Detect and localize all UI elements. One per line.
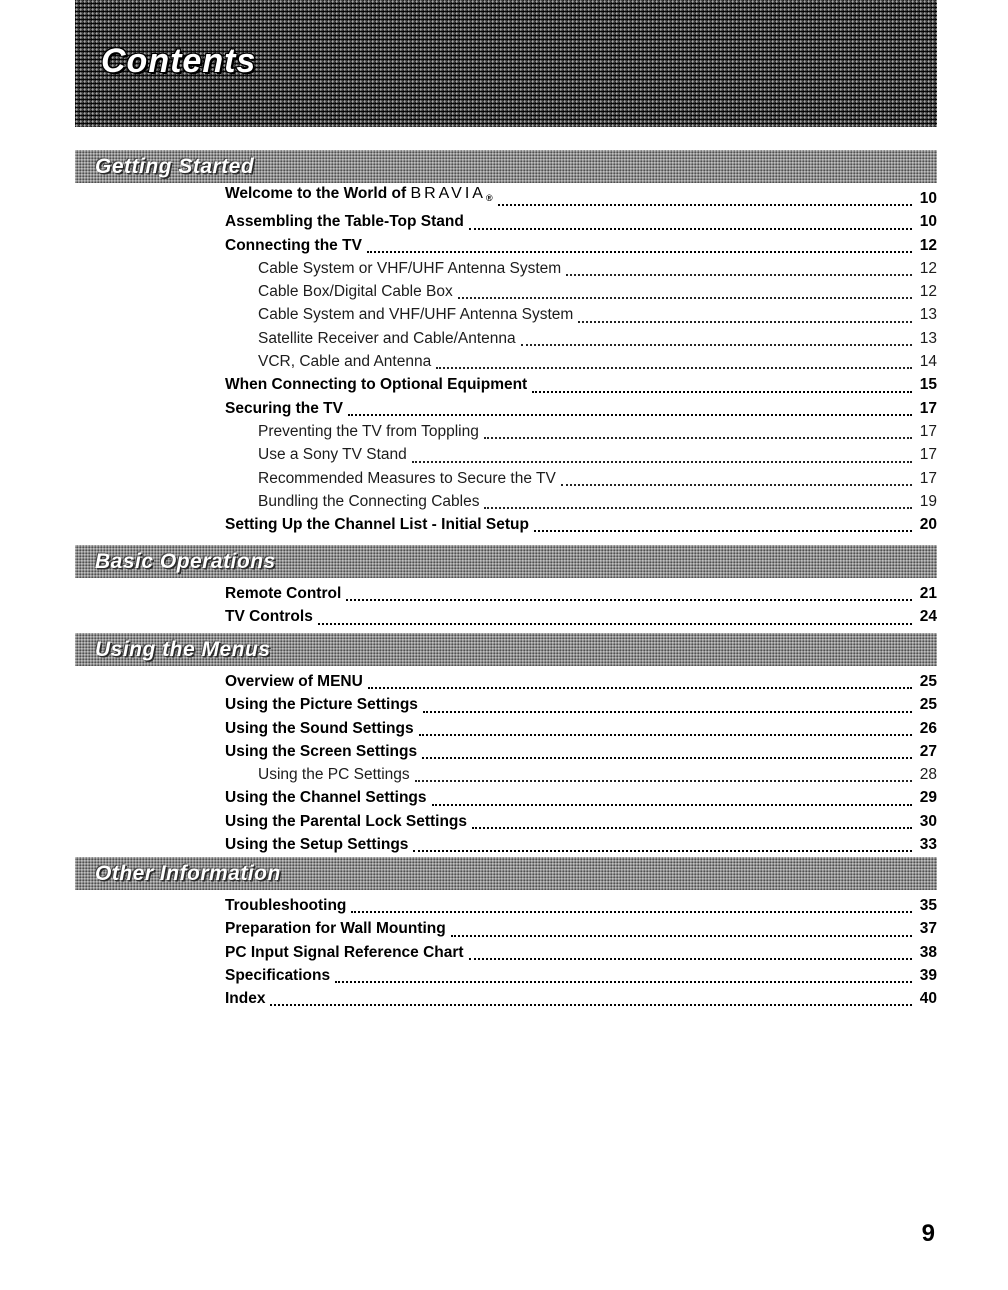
toc-entry-label: Connecting the TV <box>225 236 362 254</box>
toc-entry-label: Using the Setup Settings <box>225 836 409 854</box>
toc-entry-label: Index <box>225 990 266 1008</box>
toc-entry-page-number: 38 <box>919 943 937 961</box>
toc-entry-page-number: 39 <box>919 966 937 984</box>
toc-entry-label: Preparation for Wall Mounting <box>225 920 446 938</box>
toc-entry-label: Assembling the Table-Top Stand <box>225 213 464 231</box>
toc-entry-label: TV Controls <box>225 608 313 626</box>
section-entries <box>75 894 937 1010</box>
section-title: Other Information <box>95 861 281 885</box>
dotted-leader <box>335 981 912 983</box>
dotted-leader <box>498 204 912 206</box>
toc-section <box>75 857 937 1010</box>
toc-section <box>75 150 937 536</box>
toc-entry-label: Use a Sony TV Stand <box>258 446 407 464</box>
toc-entry-page-number: 17 <box>919 446 937 464</box>
toc-entry-page-number: 17 <box>919 469 937 487</box>
toc-entry-page-number: 28 <box>919 766 937 784</box>
toc-entry-label: Remote Control <box>225 585 342 602</box>
toc-entry-page-number: 17 <box>919 422 937 440</box>
toc-entry-label: Using the Screen Settings <box>225 742 418 760</box>
dotted-leader <box>534 530 912 532</box>
contents-banner <box>75 0 937 127</box>
toc-entry-page-number: 26 <box>919 719 937 737</box>
toc-entry-label: Cable System or VHF/UHF Antenna System <box>258 259 562 277</box>
section-header-bar <box>75 633 937 666</box>
toc-section <box>75 633 937 856</box>
toc-entry-page-number: 30 <box>919 812 937 830</box>
toc-entry-label: Overview of MENU <box>225 673 363 690</box>
dotted-leader <box>521 344 912 346</box>
dotted-leader <box>419 734 912 736</box>
toc-entry-label: Specifications <box>225 966 331 984</box>
dotted-leader <box>458 297 912 299</box>
dotted-leader <box>484 507 912 509</box>
section-header-bar <box>75 545 937 578</box>
dotted-leader <box>368 687 912 689</box>
toc-entry-page-number: 40 <box>919 990 937 1008</box>
dotted-leader <box>469 958 912 960</box>
section-title: Basic Operations <box>95 549 276 573</box>
toc-entry <box>75 964 937 987</box>
toc-entry-page-number: 33 <box>919 836 937 854</box>
toc-entry-page-number: 21 <box>919 585 937 602</box>
toc-entry <box>75 303 937 326</box>
toc-entry <box>75 763 937 786</box>
toc-entry-label: Using the PC Settings <box>258 766 410 784</box>
toc-entry-label: Recommended Measures to Secure the TV <box>258 469 556 487</box>
dotted-leader <box>469 228 912 230</box>
section-entries <box>75 670 937 856</box>
toc-entry <box>75 987 937 1010</box>
toc-entry-page-number: 12 <box>919 283 937 301</box>
toc-entry <box>75 917 937 940</box>
toc-entry <box>75 350 937 373</box>
toc-entry <box>75 894 937 917</box>
toc-entry <box>75 373 937 396</box>
toc-entry-page-number: 19 <box>919 492 937 510</box>
toc-entry <box>75 833 937 856</box>
toc-entry <box>75 740 937 763</box>
dotted-leader <box>367 251 912 253</box>
toc-entry-page-number: 12 <box>919 259 937 277</box>
toc-entry <box>75 420 937 443</box>
dotted-leader <box>346 599 912 601</box>
toc-entry <box>75 513 937 536</box>
toc-entry <box>75 443 937 466</box>
toc-entry <box>75 327 937 350</box>
toc-entry <box>75 257 937 280</box>
section-entries <box>75 582 937 629</box>
toc-entry <box>75 941 937 964</box>
toc-entry-label: Using the Channel Settings <box>225 789 427 807</box>
toc-entry-page-number: 37 <box>919 920 937 938</box>
dotted-leader <box>472 827 912 829</box>
toc-entry-page-number: 20 <box>919 516 937 534</box>
toc-entry-page-number: 25 <box>919 673 937 690</box>
toc-entry-label: Bundling the Connecting Cables <box>258 492 480 510</box>
dotted-leader <box>436 367 912 369</box>
dotted-leader <box>451 935 912 937</box>
toc-entry-label: Setting Up the Channel List - Initial Setup <box>225 516 529 534</box>
toc-entry-page-number: 27 <box>919 742 937 760</box>
page-title: Contents <box>101 42 257 80</box>
dotted-leader <box>423 711 912 713</box>
toc-entry-page-number: 13 <box>919 306 937 324</box>
toc-entry <box>75 280 937 303</box>
dotted-leader <box>432 804 912 806</box>
toc-entry <box>75 693 937 716</box>
toc-entry <box>75 234 937 257</box>
toc-entry-label: Troubleshooting <box>225 897 347 914</box>
section-header-bar <box>75 150 937 183</box>
section-header-bar <box>75 857 937 890</box>
toc-entry-label: Using the Picture Settings <box>225 696 418 714</box>
toc-entry-page-number: 17 <box>919 399 937 417</box>
registered-trademark-symbol: ® <box>485 193 493 203</box>
toc-entry-page-number: 10 <box>919 190 937 207</box>
dotted-leader <box>412 461 912 463</box>
dotted-leader <box>578 321 912 323</box>
dotted-leader <box>351 911 912 913</box>
toc-entry <box>75 210 937 233</box>
toc-entry <box>75 490 937 513</box>
dotted-leader <box>348 414 912 416</box>
toc-entry-label: Using the Parental Lock Settings <box>225 812 468 830</box>
dotted-leader <box>415 780 912 782</box>
toc-entry-label: Securing the TV <box>225 399 343 417</box>
dotted-leader <box>422 757 912 759</box>
bravia-brand-text: BRAVIA <box>410 185 486 202</box>
toc-entry-page-number: 12 <box>919 236 937 254</box>
toc-entry-label: PC Input Signal Reference Chart <box>225 943 464 961</box>
toc-entry-page-number: 15 <box>919 376 937 394</box>
dotted-leader <box>561 484 912 486</box>
toc-entry <box>75 582 937 605</box>
toc-entry-label: Satellite Receiver and Cable/Antenna <box>258 329 516 347</box>
toc-entry <box>75 717 937 740</box>
toc-entry-label: Cable System and VHF/UHF Antenna System <box>258 306 574 324</box>
toc-entry <box>75 786 937 809</box>
toc-entry <box>75 605 937 628</box>
dotted-leader <box>318 623 912 625</box>
section-title: Getting Started <box>95 154 255 178</box>
toc-entry-label: Welcome to the World of BRAVIA® <box>225 185 493 203</box>
dotted-leader <box>413 850 912 852</box>
section-entries <box>75 187 937 536</box>
dotted-leader <box>566 274 912 276</box>
toc-entry-label: VCR, Cable and Antenna <box>258 353 432 371</box>
toc-entry <box>75 670 937 693</box>
dotted-leader <box>484 437 912 439</box>
dotted-leader <box>270 1004 912 1006</box>
toc-entry <box>75 397 937 420</box>
toc-entry-label: When Connecting to Optional Equipment <box>225 376 528 394</box>
dotted-leader <box>532 391 912 393</box>
footer-page-number: 9 <box>921 1220 935 1247</box>
toc-entry-page-number: 24 <box>919 608 937 626</box>
toc-entry-page-number: 25 <box>919 696 937 714</box>
toc-entry-page-number: 10 <box>919 213 937 231</box>
toc-entry-label: Using the Sound Settings <box>225 719 414 737</box>
toc-entry-page-number: 35 <box>919 897 937 914</box>
toc-entry-label: Preventing the TV from Toppling <box>258 422 479 440</box>
toc-section <box>75 545 937 629</box>
toc-entry-page-number: 29 <box>919 789 937 807</box>
toc-entry-page-number: 13 <box>919 329 937 347</box>
toc-entry <box>75 467 937 490</box>
toc-entry-label: Cable Box/Digital Cable Box <box>258 283 453 301</box>
toc-entry-page-number: 14 <box>919 353 937 371</box>
section-title: Using the Menus <box>95 637 271 661</box>
toc-entry <box>75 810 937 833</box>
toc-entry <box>75 187 937 210</box>
